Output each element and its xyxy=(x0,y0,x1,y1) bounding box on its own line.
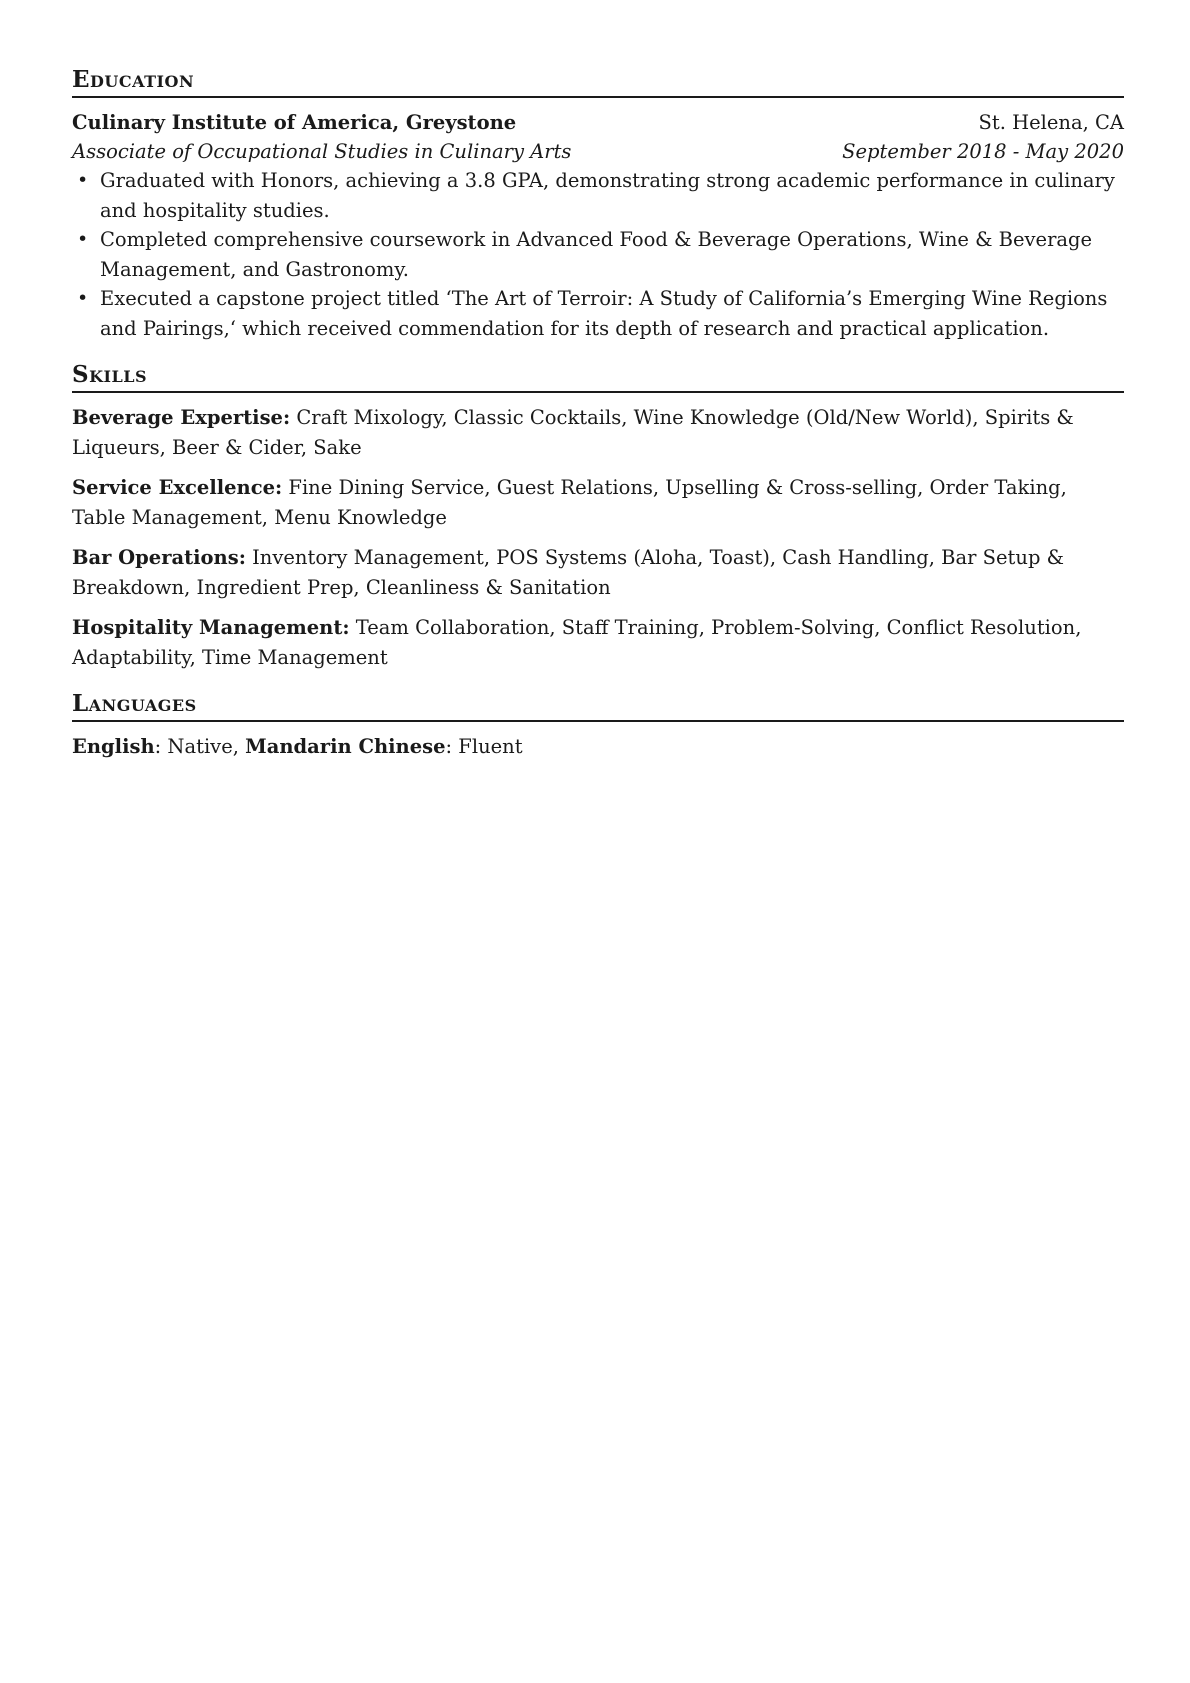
skill-service-excellence xyxy=(72,473,1124,532)
education-entry-header xyxy=(72,108,1124,137)
education-bullet: • Completed comprehensive coursework in Advanced Food & Beverage Operations, Wine & Beverage Management, and Gastronomy. xyxy=(100,225,1124,284)
education-entry-subheader xyxy=(72,137,1124,166)
school-name: Culinary Institute of America, Greystone xyxy=(72,111,517,134)
education-section xyxy=(72,66,1124,343)
skill-beverage-expertise xyxy=(72,403,1124,462)
skills-section xyxy=(72,361,1124,672)
skill-bar-operations xyxy=(72,543,1124,602)
education-bullet: • Executed a capstone project titled ‘The Art of Terroir: A Study of California’s Emerging Wine Regions and Pairings,‘ which received commendation for its depth of research and practical application. xyxy=(100,284,1124,343)
skill-label: Service Excellence: xyxy=(72,476,283,499)
skills-rule xyxy=(72,391,1124,393)
skill-hospitality-management xyxy=(72,613,1124,672)
languages-section xyxy=(72,690,1124,761)
education-bullets xyxy=(72,166,1124,343)
skill-label: Bar Operations: xyxy=(72,546,246,569)
skill-label: Beverage Expertise: xyxy=(72,406,291,429)
language-level: : Fluent xyxy=(445,735,523,758)
education-entry xyxy=(72,108,1124,343)
languages-line xyxy=(72,732,1124,761)
language-name: English xyxy=(72,735,155,758)
education-rule xyxy=(72,96,1124,98)
education-heading: Education xyxy=(72,66,195,93)
skill-text: Craft Mixology, Classic Cocktails, Wine Knowledge (Old/New World), Spirits & Liqueurs, Beer & Cider, Sake xyxy=(72,406,1074,459)
skill-text: Inventory Management, POS Systems (Aloha, Toast), Cash Handling, Bar Setup & Breakdown, Ingredient Prep, Cleanliness & Sanitation xyxy=(72,546,1064,599)
language-level: : Native, xyxy=(154,735,246,758)
degree-name: Associate of Occupational Studies in Culinary Arts xyxy=(72,140,572,163)
skill-label: Hospitality Management: xyxy=(72,616,350,639)
degree-dates: September 2018 - May 2020 xyxy=(842,140,1124,163)
skill-text: Team Collaboration, Staff Training, Problem-Solving, Conflict Resolution, Adaptability, Time Management xyxy=(72,616,1082,669)
language-name: Mandarin Chinese xyxy=(245,735,446,758)
education-bullet: • Graduated with Honors, achieving a 3.8 GPA, demonstrating strong academic performance in culinary and hospitality studies. xyxy=(100,166,1124,225)
skill-text: Fine Dining Service, Guest Relations, Upselling & Cross-selling, Order Taking, Table Management, Menu Knowledge xyxy=(72,476,1067,529)
school-location: St. Helena, CA xyxy=(978,111,1124,134)
languages-rule xyxy=(72,720,1124,722)
languages-heading: Languages xyxy=(72,690,197,717)
skills-heading: Skills xyxy=(72,361,148,388)
